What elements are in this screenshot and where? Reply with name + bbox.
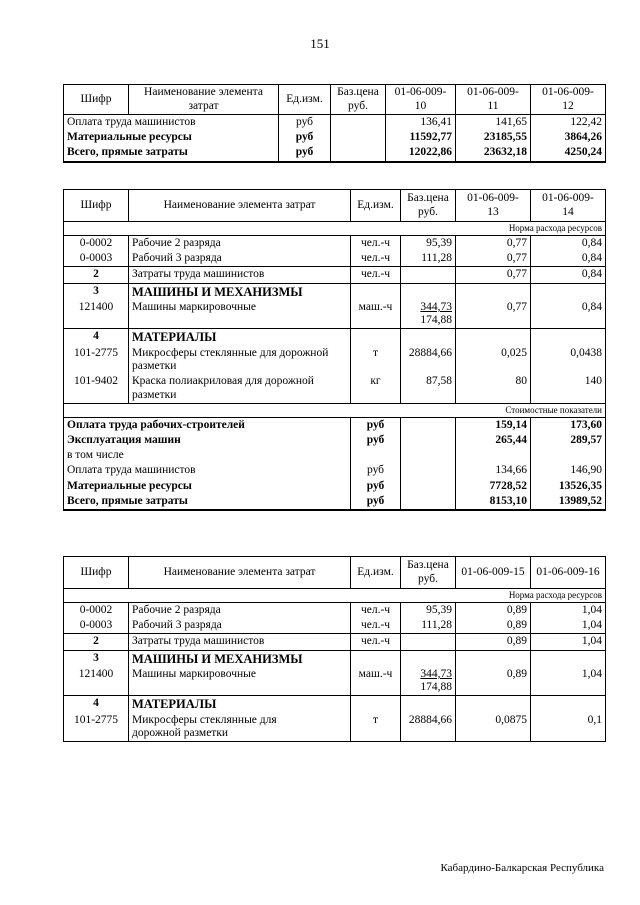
row-code: 0-0003 <box>64 251 129 267</box>
row-price: 87,58 <box>401 374 456 403</box>
row-value: 134,66 <box>456 463 531 478</box>
header-code: Шифр <box>64 190 129 222</box>
row-code: 0-0002 <box>64 603 129 619</box>
row-name: Микросферы стеклянные для дорожной разметки <box>129 713 351 742</box>
section-row-materials <box>64 696 606 713</box>
table-header-row <box>64 557 606 589</box>
price-main: 344,73 <box>420 668 452 681</box>
row-unit: маш.-ч <box>351 667 401 696</box>
cost-label-row <box>64 403 606 417</box>
row-unit: руб <box>279 130 331 145</box>
header-col-13: 01-06-009- 13 <box>456 190 531 222</box>
section-title: МАТЕРИАЛЫ <box>129 696 351 713</box>
row-name: Всего, прямые затраты <box>64 145 279 161</box>
row-value: 1,04 <box>531 634 606 650</box>
row-price: 95,39 <box>401 236 456 252</box>
row-name: Эксплуатация машин <box>64 433 351 448</box>
table-row <box>64 479 606 494</box>
section-code: 4 <box>64 329 129 346</box>
row-name: Оплата труда рабочих-строителей <box>64 417 351 433</box>
row-value: 1,04 <box>531 667 606 696</box>
row-unit: чел.-ч <box>351 618 401 634</box>
row-value: 1,04 <box>531 603 606 619</box>
row-code: 2 <box>64 267 129 283</box>
row-name: Затраты труда машинистов <box>129 634 351 650</box>
header-unit: Ед.изм. <box>279 85 331 115</box>
row-name: в том числе <box>64 448 351 463</box>
section-title: МАТЕРИАЛЫ <box>129 329 351 346</box>
row-name: Машины маркировочные <box>129 667 351 696</box>
row-unit: т <box>351 713 401 742</box>
row-value: 13526,35 <box>531 479 606 494</box>
row-price: 28884,66 <box>401 346 456 374</box>
table-row <box>64 267 606 283</box>
row-name: Рабочий 3 разряда <box>129 618 351 634</box>
row-price: 111,28 <box>401 618 456 634</box>
row-unit: чел.-ч <box>351 267 401 283</box>
row-code: 101-9402 <box>64 374 129 403</box>
table-row <box>64 448 606 463</box>
header-col-11: 01-06-009- 11 <box>456 85 531 115</box>
price-sub: 174,88 <box>420 314 452 327</box>
section-code: 4 <box>64 696 129 713</box>
row-unit: руб <box>279 145 331 161</box>
row-value: 0,0875 <box>456 713 531 742</box>
row-value: 159,14 <box>456 417 531 433</box>
row-value: 146,90 <box>531 463 606 478</box>
row-value: 80 <box>456 374 531 403</box>
row-value: 11592,77 <box>386 130 456 145</box>
row-name: Машины маркировочные <box>129 300 351 329</box>
row-value: 141,65 <box>456 115 531 131</box>
row-unit: руб <box>351 463 401 478</box>
table-row <box>64 300 606 329</box>
row-code: 0-0003 <box>64 618 129 634</box>
row-name: Рабочие 2 разряда <box>129 603 351 619</box>
price-main: 344,73 <box>420 301 452 314</box>
header-col-10: 01-06-009- 10 <box>386 85 456 115</box>
row-name: Материальные ресурсы <box>64 479 351 494</box>
section-code: 3 <box>64 283 129 300</box>
row-unit: руб <box>279 115 331 131</box>
header-name: Наименование элемента затрат <box>129 190 351 222</box>
table-row <box>64 374 606 403</box>
section-row-materials <box>64 329 606 346</box>
row-value: 0,77 <box>456 236 531 252</box>
table-row <box>64 618 606 634</box>
row-unit: чел.-ч <box>351 634 401 650</box>
header-code: Шифр <box>64 557 129 589</box>
section-row-machines <box>64 283 606 300</box>
row-price <box>401 667 456 696</box>
row-value: 3864,26 <box>531 130 606 145</box>
header-unit: Ед.изм. <box>351 190 401 222</box>
section-code: 3 <box>64 650 129 667</box>
row-name: Рабочий 3 разряда <box>129 251 351 267</box>
row-name: Всего, прямые затраты <box>64 494 351 510</box>
row-value: 289,57 <box>531 433 606 448</box>
row-unit: чел.-ч <box>351 603 401 619</box>
table-row <box>64 433 606 448</box>
row-value <box>456 448 531 463</box>
row-price <box>401 300 456 329</box>
row-value: 12022,86 <box>386 145 456 161</box>
row-value: 0,84 <box>531 236 606 252</box>
row-name: Оплата труда машинистов <box>64 463 351 478</box>
cost-table-1 <box>63 84 606 163</box>
row-value: 13989,52 <box>531 494 606 510</box>
table-row <box>64 251 606 267</box>
row-value: 0,025 <box>456 346 531 374</box>
table-header-row <box>64 190 606 222</box>
row-value: 0,84 <box>531 251 606 267</box>
table-row <box>64 236 606 252</box>
table-row <box>64 603 606 619</box>
row-name: Материальные ресурсы <box>64 130 279 145</box>
row-price: 95,39 <box>401 603 456 619</box>
row-unit: т <box>351 346 401 374</box>
row-price <box>401 634 456 650</box>
row-code: 0-0002 <box>64 236 129 252</box>
table-row <box>64 494 606 510</box>
header-col-12: 01-06-009- 12 <box>531 85 606 115</box>
norm-label-row <box>64 222 606 236</box>
table-row <box>64 145 606 161</box>
row-price: 111,28 <box>401 251 456 267</box>
header-code: Шифр <box>64 85 129 115</box>
header-name: Наименование элемента затрат <box>129 557 351 589</box>
row-value <box>531 448 606 463</box>
section-row-machines <box>64 650 606 667</box>
header-col-16: 01-06-009-16 <box>531 557 606 589</box>
cost-label: Стоимостные показатели <box>64 403 606 417</box>
table-row <box>64 417 606 433</box>
cost-table-2 <box>63 189 606 511</box>
row-unit <box>351 448 401 463</box>
table-row <box>64 463 606 478</box>
row-name: Оплата труда машинистов <box>64 115 279 131</box>
row-unit: руб <box>351 494 401 510</box>
header-col-15: 01-06-009-15 <box>456 557 531 589</box>
header-unit: Ед.изм. <box>351 557 401 589</box>
header-base-price: Баз.цена руб. <box>401 190 456 222</box>
row-unit: руб <box>351 479 401 494</box>
footer-region: Кабардино-Балкарская Республика <box>440 862 604 874</box>
header-name: Наименование элемента затрат <box>129 85 279 115</box>
row-value: 0,89 <box>456 667 531 696</box>
row-value: 0,0438 <box>531 346 606 374</box>
row-value: 0,77 <box>456 300 531 329</box>
table-row <box>64 667 606 696</box>
row-value: 265,44 <box>456 433 531 448</box>
row-code: 101-2775 <box>64 346 129 374</box>
row-unit: чел.-ч <box>351 236 401 252</box>
section-title: МАШИНЫ И МЕХАНИЗМЫ <box>129 283 351 300</box>
row-value: 122,42 <box>531 115 606 131</box>
row-code: 121400 <box>64 300 129 329</box>
row-value: 0,84 <box>531 267 606 283</box>
table-row <box>64 713 606 742</box>
row-value: 173,60 <box>531 417 606 433</box>
row-value: 8153,10 <box>456 494 531 510</box>
header-base-price: Баз.цена руб. <box>401 557 456 589</box>
row-unit: маш.-ч <box>351 300 401 329</box>
page-number: 151 <box>310 36 330 51</box>
row-name: Краска полиакриловая для дорожной разметки <box>129 374 351 403</box>
row-value: 0,84 <box>531 300 606 329</box>
row-name: Рабочие 2 разряда <box>129 236 351 252</box>
norm-label: Норма расхода ресурсов <box>64 589 606 603</box>
table-row <box>64 115 606 131</box>
row-unit: кг <box>351 374 401 403</box>
row-value: 136,41 <box>386 115 456 131</box>
table-row <box>64 634 606 650</box>
row-value: 23632,18 <box>456 145 531 161</box>
row-price <box>401 267 456 283</box>
row-value: 7728,52 <box>456 479 531 494</box>
cost-table-3 <box>63 556 606 742</box>
row-value: 0,89 <box>456 618 531 634</box>
header-col-14: 01-06-009- 14 <box>531 190 606 222</box>
row-code: 2 <box>64 634 129 650</box>
row-name: Затраты труда машинистов <box>129 267 351 283</box>
row-unit: руб <box>351 417 401 433</box>
table-header-row <box>64 85 606 115</box>
row-code: 121400 <box>64 667 129 696</box>
price-sub: 174,88 <box>420 681 452 694</box>
row-value: 0,77 <box>456 267 531 283</box>
row-value: 23185,55 <box>456 130 531 145</box>
row-code: 101-2775 <box>64 713 129 742</box>
header-base-price: Баз.цена руб. <box>331 85 386 115</box>
row-value: 0,1 <box>531 713 606 742</box>
norm-label: Норма расхода ресурсов <box>64 222 606 236</box>
row-price: 28884,66 <box>401 713 456 742</box>
table-row <box>64 346 606 374</box>
row-value: 0,89 <box>456 634 531 650</box>
row-value: 0,89 <box>456 603 531 619</box>
row-value: 140 <box>531 374 606 403</box>
table-row <box>64 130 606 145</box>
row-value: 4250,24 <box>531 145 606 161</box>
section-title: МАШИНЫ И МЕХАНИЗМЫ <box>129 650 351 667</box>
row-value: 0,77 <box>456 251 531 267</box>
row-name: Микросферы стеклянные для дорожной разметки <box>129 346 351 374</box>
norm-label-row <box>64 589 606 603</box>
row-unit: чел.-ч <box>351 251 401 267</box>
row-unit: руб <box>351 433 401 448</box>
row-value: 1,04 <box>531 618 606 634</box>
